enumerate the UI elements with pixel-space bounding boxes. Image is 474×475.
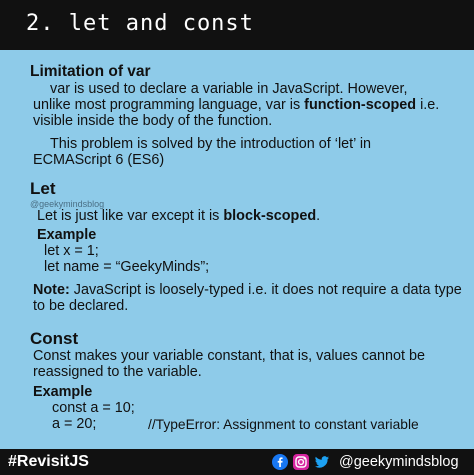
const-code-line-2: a = 20;	[52, 416, 97, 432]
let-code-line-1: let x = 1;	[44, 243, 99, 259]
twitter-icon[interactable]	[314, 454, 330, 470]
facebook-icon[interactable]	[272, 454, 288, 470]
footer-bar	[0, 449, 474, 475]
let-heading: Let	[30, 179, 56, 198]
limitation-line-2-tail: i.e.	[416, 97, 440, 113]
header-bar	[0, 0, 474, 50]
let-description-text: Let is just like var except it is	[37, 208, 224, 224]
page-title: 2. let and const	[26, 11, 254, 36]
let-description	[37, 208, 320, 225]
instagram-icon[interactable]	[293, 454, 309, 470]
let-example-label: Example	[37, 227, 97, 243]
const-code-comment: //TypeError: Assignment to constant variable	[148, 417, 419, 432]
const-line-2: reassigned to the variable.	[33, 364, 202, 380]
let-note-line-2: to be declared.	[33, 298, 129, 314]
limitation-heading: Limitation of var	[30, 63, 151, 80]
let-code-line-2: let name = “GeekyMinds”;	[44, 259, 210, 275]
const-example-label: Example	[33, 384, 93, 400]
let-note	[33, 282, 462, 299]
hashtag: #RevisitJS	[8, 453, 89, 470]
limitation-line-2-text: unlike most programming language, var is	[33, 97, 305, 113]
limitation-line-4: This problem is solved by the introduction of ‘let’ in	[50, 136, 372, 152]
let-description-tail: .	[316, 208, 321, 224]
const-line-1: Const makes your variable constant, that is, values cannot be	[33, 348, 425, 364]
const-code-line-1: const a = 10;	[52, 400, 135, 416]
watermark: @geekymindsblog	[30, 199, 105, 209]
note-label: Note:	[33, 282, 70, 298]
const-heading: Const	[30, 329, 79, 348]
limitation-line-1: var is used to declare a variable in JavaScript. However,	[50, 81, 408, 97]
note-text: JavaScript is loosely-typed i.e. it does not require a data type	[69, 282, 462, 298]
limitation-line-5: ECMAScript 6 (ES6)	[33, 152, 165, 168]
limitation-line-2	[33, 97, 439, 114]
social-handle[interactable]: @geekymindsblog	[339, 454, 459, 470]
limitation-line-3: visible inside the body of the function.	[33, 113, 273, 129]
function-scoped-term: function-scoped	[304, 97, 417, 113]
block-scoped-term: block-scoped	[223, 208, 317, 224]
